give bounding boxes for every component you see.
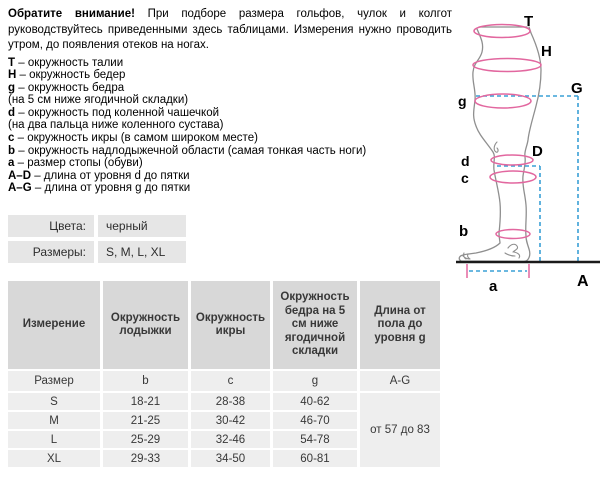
- legend-line-c: c – окружность икры (в самом широком месте): [8, 132, 258, 145]
- cell-c: 34-50: [191, 450, 270, 467]
- legend-line-d-note: (на два пальца ниже коленного сустава): [8, 119, 224, 132]
- colors-row: [8, 215, 186, 237]
- label-d: d: [461, 153, 470, 169]
- legend-line-a: a – размер стопы (обуви): [8, 157, 143, 170]
- label-b: b: [459, 223, 469, 240]
- cell-c: 32-46: [191, 431, 270, 448]
- legend-line-AG: A–G – длина от уровня g до пятки: [8, 182, 191, 195]
- label-a: a: [489, 278, 498, 295]
- table-row-S: [8, 393, 440, 410]
- colors-value: черный: [98, 215, 186, 237]
- label-D: D: [532, 143, 543, 160]
- cell-g: 60-81: [273, 450, 357, 467]
- heel-detail-line: [505, 244, 520, 258]
- cell-b: 25-29: [103, 431, 188, 448]
- notice-paragraph: [8, 7, 452, 54]
- legend-line-T: T – окружность талии: [8, 56, 124, 69]
- colors-label: Цвета:: [8, 215, 94, 237]
- label-G: G: [571, 80, 583, 97]
- knee-detail-line: [494, 142, 498, 152]
- cell-c: 30-42: [191, 412, 270, 429]
- leg-outline: [459, 27, 541, 262]
- cell-g: 54-78: [273, 431, 357, 448]
- cell-size: M: [8, 412, 100, 429]
- sizes-value: S, M, L, XL: [98, 241, 186, 263]
- legend-line-AD: A–D – длина от уровня d до пятки: [8, 169, 190, 182]
- thigh-ellipse-g: [475, 94, 531, 108]
- notice-lead: Обратите внимание!: [8, 8, 135, 20]
- measurement-legend: [8, 57, 452, 196]
- header-thigh: Окружность бедра на 5 см ниже ягодичной складки: [273, 281, 357, 369]
- cell-size: XL: [8, 450, 100, 467]
- label-H: H: [541, 43, 552, 60]
- hip-ellipse-H: [473, 59, 541, 72]
- label-T: T: [524, 13, 534, 30]
- header-ankle: Окружность лодыжки: [103, 281, 188, 369]
- label-g: g: [458, 93, 467, 109]
- subheader-g: g: [273, 371, 357, 391]
- subheader-size: Размер: [8, 371, 100, 391]
- cell-size: L: [8, 431, 100, 448]
- product-attributes-table: [4, 211, 190, 267]
- subheader-AG: A-G: [360, 371, 440, 391]
- cell-g: 40-62: [273, 393, 357, 410]
- label-c: c: [461, 170, 469, 186]
- legend-line-g-note: (на 5 см ниже ягодичной складки): [8, 94, 189, 107]
- notice-body: При подборе размера гольфов, чулок и колгот руководствуйтесь приведенными здесь таблицами. Измерения нужно проводить утром, до появления отеков на ногах.: [8, 8, 452, 51]
- subheader-b: b: [103, 371, 188, 391]
- label-A: A: [577, 273, 589, 290]
- legend-line-g: g – окружность бедра: [8, 81, 125, 94]
- cell-b: 21-25: [103, 412, 188, 429]
- cell-g: 46-70: [273, 412, 357, 429]
- notice-text-block: [8, 7, 452, 195]
- subheader-c: c: [191, 371, 270, 391]
- cell-size: S: [8, 393, 100, 410]
- ankle-ellipse-b: [496, 230, 530, 239]
- legend-line-d: d – окружность под коленной чашечкой: [8, 106, 220, 119]
- header-measurement: Измерение: [8, 281, 100, 369]
- sizes-label: Размеры:: [8, 241, 94, 263]
- below-knee-ellipse-d: [491, 155, 533, 165]
- size-chart-header-row: [8, 281, 440, 369]
- cell-b: 18-21: [103, 393, 188, 410]
- leg-measurement-diagram: [450, 0, 606, 300]
- calf-ellipse-c: [490, 171, 536, 183]
- size-chart-table: [5, 279, 443, 469]
- header-length: Длина от пола до уровня g: [360, 281, 440, 369]
- header-calf: Окружность икры: [191, 281, 270, 369]
- cell-length-merged: от 57 до 83: [360, 393, 440, 467]
- legend-line-b: b – окружность надлодыжечной области (самая тонкая часть ноги): [8, 144, 367, 157]
- legend-line-H: H – окружность бедер: [8, 69, 126, 82]
- size-chart-subheader-row: [8, 371, 440, 391]
- sizes-row: [8, 241, 186, 263]
- cell-b: 29-33: [103, 450, 188, 467]
- cell-c: 28-38: [191, 393, 270, 410]
